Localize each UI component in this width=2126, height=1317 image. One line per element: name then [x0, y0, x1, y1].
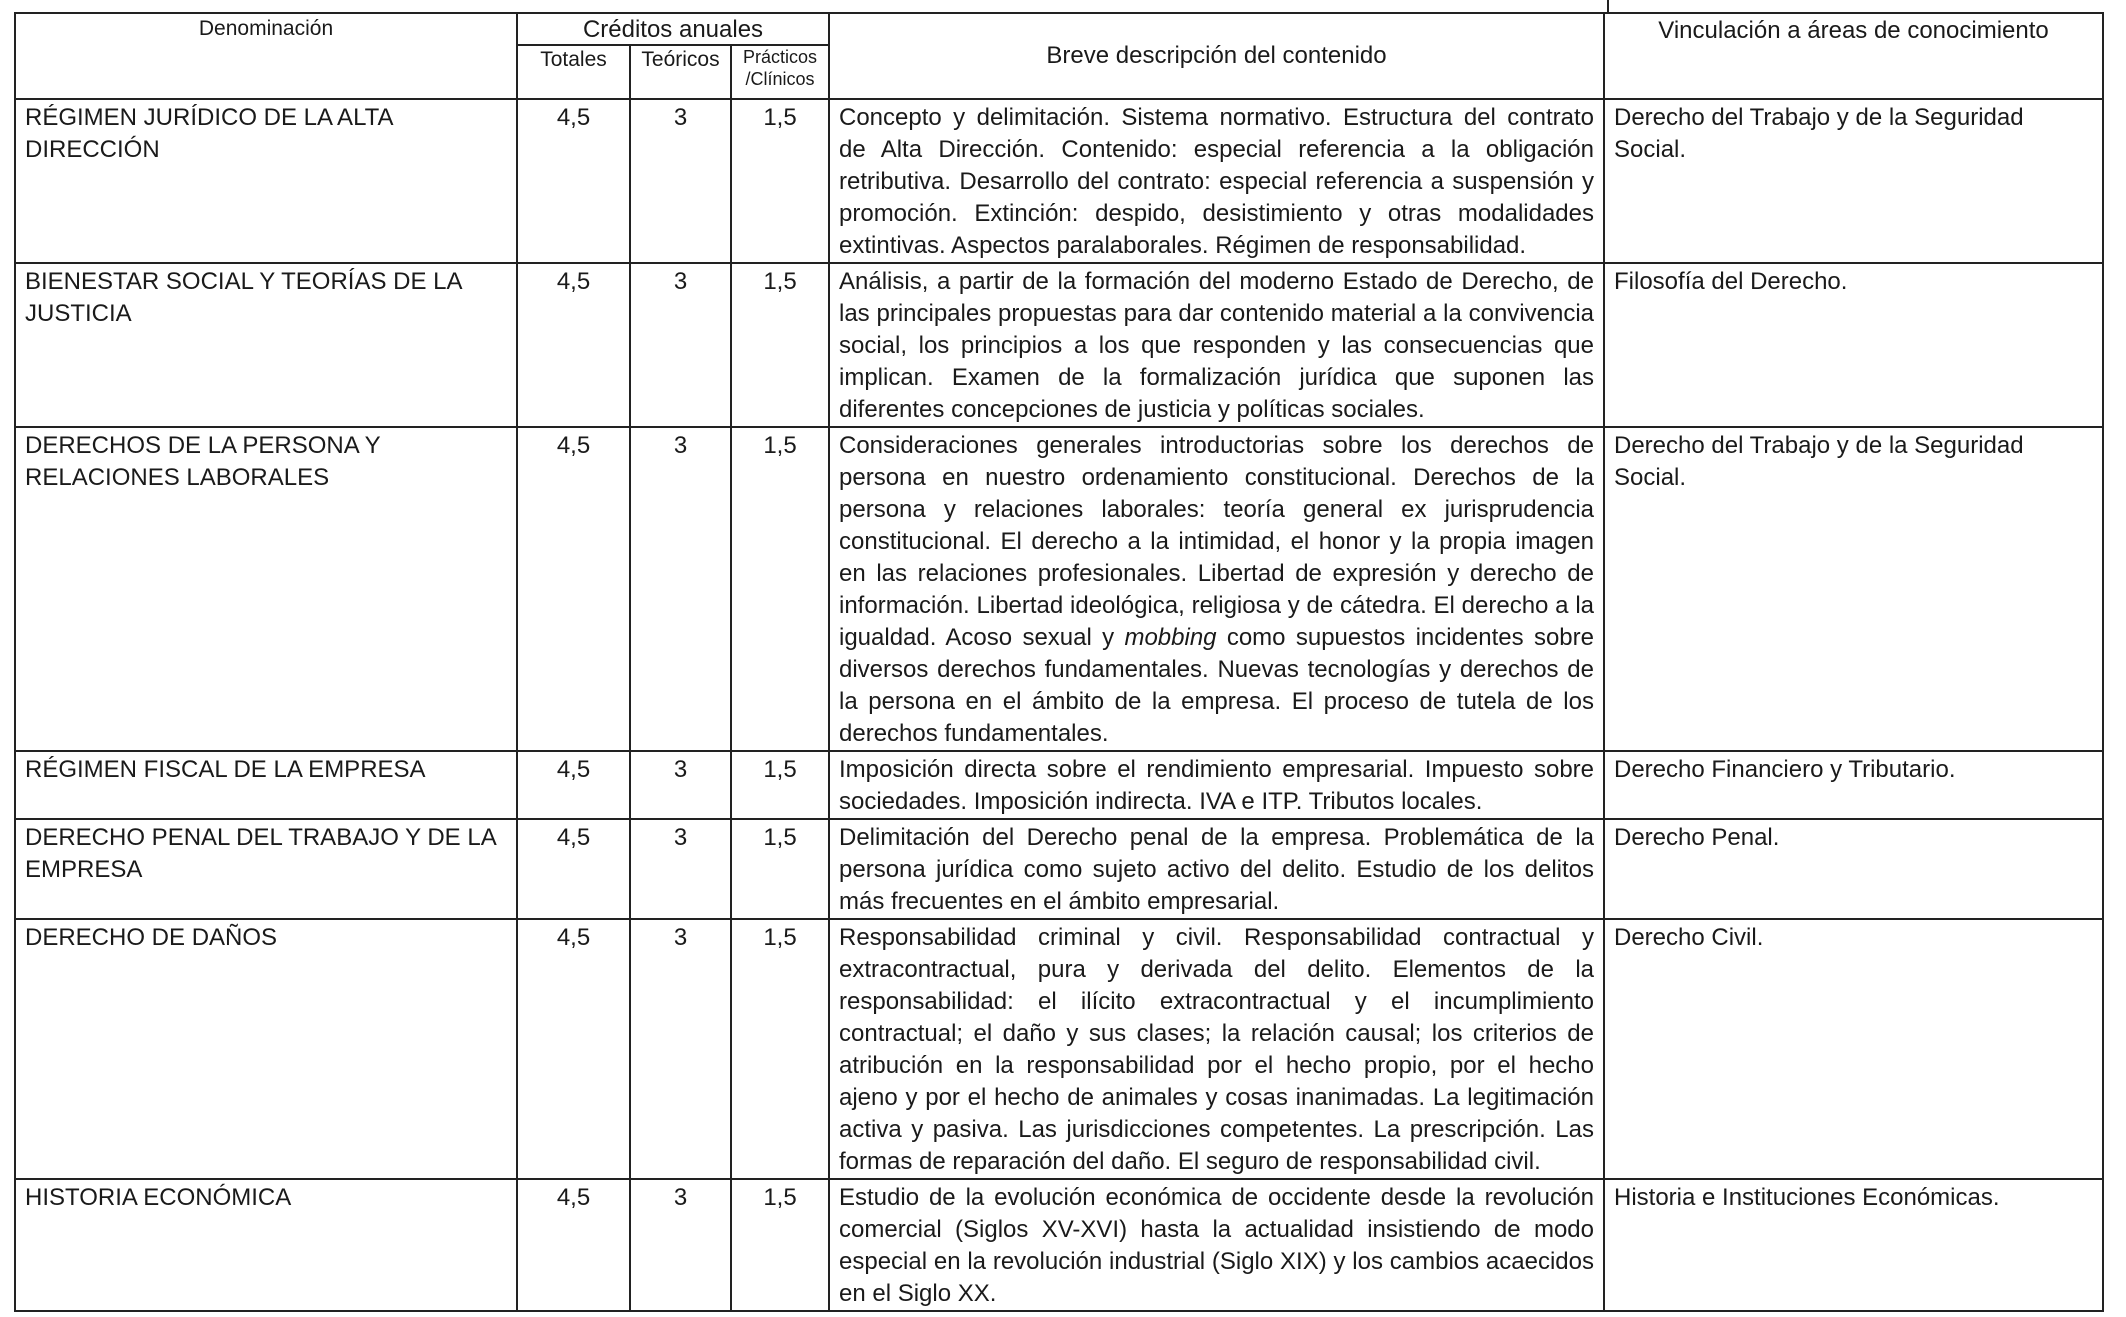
descripcion-emphasis: mobbing: [1124, 624, 1217, 651]
cell-practicos: 1,5: [731, 99, 829, 263]
cell-teoricos: 3: [630, 99, 731, 263]
cell-vinculacion: Derecho Financiero y Tributario.: [1604, 751, 2103, 819]
header-denominacion: Denominación: [15, 13, 517, 99]
cell-vinculacion: Derecho del Trabajo y de la Seguridad Social.: [1604, 427, 2103, 751]
cell-descripcion: Análisis, a partir de la formación del moderno Estado de Derecho, de las principales propuestas para dar contenido material a la convivencia social, los principios a los que responden y las consecuencias que implican. Examen de la formalización jurídica que suponen las diferentes concepciones de justicia y políticas sociales.: [829, 263, 1604, 427]
header-vinculacion: Vinculación a áreas de conocimiento: [1604, 13, 2103, 99]
cell-denominacion: RÉGIMEN FISCAL DE LA EMPRESA: [15, 751, 517, 819]
cell-denominacion: DERECHOS DE LA PERSONA Y RELACIONES LABORALES: [15, 427, 517, 751]
cell-totales: 4,5: [517, 263, 630, 427]
course-table: [14, 12, 2104, 1312]
table-row: [15, 263, 2103, 427]
cell-vinculacion: Derecho del Trabajo y de la Seguridad Social.: [1604, 99, 2103, 263]
table-row: [15, 1179, 2103, 1311]
cell-denominacion: HISTORIA ECONÓMICA: [15, 1179, 517, 1311]
cell-descripcion: Estudio de la evolución económica de occidente desde la revolución comercial (Siglos XV-XVI) hasta la actualidad insistiendo de modo especial en la revolución industrial (Siglo XIX) y los cambios acaecidos en el Siglo XX.: [829, 1179, 1604, 1311]
cell-practicos: 1,5: [731, 819, 829, 919]
cell-descripcion: Delimitación del Derecho penal de la empresa. Problemática de la persona jurídica como sujeto activo del delito. Estudio de los delitos más frecuentes en el ámbito empresarial.: [829, 819, 1604, 919]
cell-vinculacion: Historia e Instituciones Económicas.: [1604, 1179, 2103, 1311]
cell-vinculacion: Filosofía del Derecho.: [1604, 263, 2103, 427]
cell-descripcion: Imposición directa sobre el rendimiento empresarial. Impuesto sobre sociedades. Imposición indirecta. IVA e ITP. Tributos locales.: [829, 751, 1604, 819]
table-row: [15, 99, 2103, 263]
cell-totales: 4,5: [517, 919, 630, 1179]
header-creditos-anuales: Créditos anuales: [517, 13, 829, 45]
descripcion-part: como supuestos incidentes sobre diversos derechos fundamentales. Nuevas tecnologías y derechos de la persona en el ámbito de la empresa. El proceso de tutela de los derechos fundamentales.: [839, 624, 1594, 747]
cell-descripcion: [829, 427, 1604, 751]
table-row: [15, 427, 2103, 751]
cell-vinculacion: Derecho Civil.: [1604, 919, 2103, 1179]
cell-descripcion: Responsabilidad criminal y civil. Responsabilidad contractual y extracontractual, pura y derivada del delito. Elementos de la responsabilidad: el ilícito extracontractual y el incumplimiento contractual; el daño y sus clases; la relación causal; los criterios de atribución en la responsabilidad por el hecho propio, por el hecho ajeno y por el hecho de animales y cosas inanimadas. La legitimación activa y pasiva. Las jurisdicciones competentes. La prescripción. Las formas de reparación del daño. El seguro de responsabilidad civil.: [829, 919, 1604, 1179]
cell-teoricos: 3: [630, 751, 731, 819]
cell-descripcion: Concepto y delimitación. Sistema normativo. Estructura del contrato de Alta Dirección. Contenido: especial referencia a la obligación retributiva. Desarrollo del contrato: especial referencia a suspensión y promoción. Extinción: despido, desistimiento y otras modalidades extintivas. Aspectos paralaborales. Régimen de responsabilidad.: [829, 99, 1604, 263]
cell-denominacion: DERECHO PENAL DEL TRABAJO Y DE LA EMPRESA: [15, 819, 517, 919]
cell-denominacion: BIENESTAR SOCIAL Y TEORÍAS DE LA JUSTICIA: [15, 263, 517, 427]
header-teoricos: Teóricos: [630, 45, 731, 99]
cell-teoricos: 3: [630, 1179, 731, 1311]
cell-totales: 4,5: [517, 751, 630, 819]
cell-teoricos: 3: [630, 263, 731, 427]
cell-totales: 4,5: [517, 1179, 630, 1311]
cell-totales: 4,5: [517, 99, 630, 263]
cell-practicos: 1,5: [731, 427, 829, 751]
table-row: [15, 919, 2103, 1179]
table-row: [15, 819, 2103, 919]
cell-vinculacion: Derecho Penal.: [1604, 819, 2103, 919]
cell-teoricos: 3: [630, 427, 731, 751]
cell-teoricos: 3: [630, 919, 731, 1179]
header-practicos: Prácticos /Clínicos: [731, 45, 829, 99]
cell-denominacion: RÉGIMEN JURÍDICO DE LA ALTA DIRECCIÓN: [15, 99, 517, 263]
cell-totales: 4,5: [517, 427, 630, 751]
header-descripcion: Breve descripción del contenido: [829, 13, 1604, 99]
cell-practicos: 1,5: [731, 751, 829, 819]
cell-totales: 4,5: [517, 819, 630, 919]
cell-denominacion: DERECHO DE DAÑOS: [15, 919, 517, 1179]
cell-teoricos: 3: [630, 819, 731, 919]
descripcion-part: Consideraciones generales introductorias sobre los derechos de persona en nuestro ordenamiento constitucional. Derechos de la persona y relaciones laborales: teoría general ex jurisprudencia constitucional. El derecho a la intimidad, el honor y la propia imagen en las relaciones profesionales. Libertad de expresión y derecho de información. Libertad ideológica, religiosa y de cátedra. El derecho a la igualdad. Acoso sexual y: [839, 432, 1594, 651]
cell-practicos: 1,5: [731, 919, 829, 1179]
header-totales: Totales: [517, 45, 630, 99]
cell-practicos: 1,5: [731, 1179, 829, 1311]
table-row: [15, 751, 2103, 819]
cell-practicos: 1,5: [731, 263, 829, 427]
